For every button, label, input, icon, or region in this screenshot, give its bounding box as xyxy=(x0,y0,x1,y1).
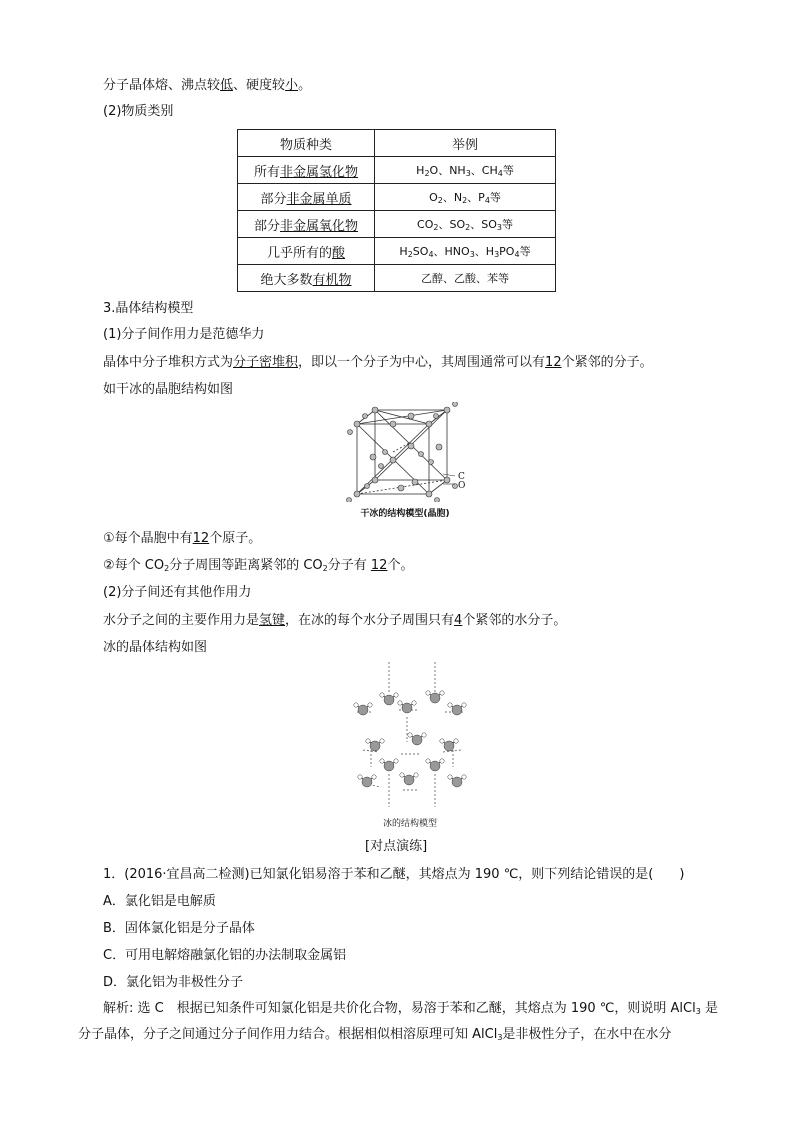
dry-ice-caption: 干冰的结构模型(晶胞) xyxy=(360,509,450,519)
example-cell: $CO_2$、$SO_2$、$SO_3$等 xyxy=(375,211,556,238)
example-cell: $O_2$、$N_2$、$P_4$等 xyxy=(375,184,556,211)
substance-type-cell: 部分非金属单质 xyxy=(238,184,375,211)
point-1-end: 个原子。 xyxy=(209,531,262,546)
water-answer-2: 4 xyxy=(454,613,463,628)
practice-title: [对点演练] xyxy=(365,839,428,854)
intro-text: 分子晶体熔、沸点较 xyxy=(103,78,221,93)
table-body xyxy=(238,157,556,292)
ice-intro: 冰的晶体结构如图 xyxy=(103,640,208,655)
example-cell: $H_2SO_4$、$HNO_3$、$H_3PO_4$等 xyxy=(375,238,556,265)
point-1 xyxy=(103,530,261,548)
water-text-end: 个紧邻的水分子。 xyxy=(462,613,567,628)
substance-type-cell: 所有非金属氢化物 xyxy=(238,157,375,184)
intro-answer-1: 低 xyxy=(220,78,234,93)
point-1-answer: 12 xyxy=(192,531,210,546)
legend-c-label: C xyxy=(458,472,465,482)
section-2-title: (2)物质类别 xyxy=(103,104,174,119)
legend-o-label: O xyxy=(458,481,466,491)
intro-text-end: 。 xyxy=(298,78,312,93)
analysis-paragraph: 解析: 选 C 根据已知条件可知氯化铝是共价化合物，易溶于苯和乙醚，其熔点为 190 ℃，则说明 AlCl$_3$ 是分子晶体，分子之间通过分子间作用力结合。根据相似相溶原理可知 AlCl$_3$是非极性分子，在水中在水分 xyxy=(78,1001,718,1042)
dry-ice-unit-cell-diagram xyxy=(345,402,480,502)
example-cell: 乙醇、乙酸、苯等 xyxy=(375,265,556,292)
table-row xyxy=(238,211,556,238)
packing-text: 晶体中分子堆积方式为 xyxy=(103,355,234,370)
packing-text-mid: ，即以一个分子为中心，其周围通常可以有 xyxy=(298,355,546,370)
water-answer-1: 氢键 xyxy=(259,613,286,628)
water-line xyxy=(103,612,566,630)
intro-line xyxy=(103,77,311,95)
table-row xyxy=(238,265,556,292)
intro-text-mid: 、硬度较 xyxy=(233,78,286,93)
question-1: 1．(2016·宜昌高二检测)已知氯化铝易溶于苯和乙醚，其熔点为 190 ℃，则下列结论错误的是( ) xyxy=(103,867,685,882)
sub-1-title: (1)分子间作用力是范德华力 xyxy=(103,327,265,342)
substance-class-table xyxy=(237,129,556,292)
table-row xyxy=(238,238,556,265)
water-text: 水分子之间的主要作用力是 xyxy=(103,613,260,628)
section-3-title: 3.晶体结构模型 xyxy=(103,301,194,316)
ice-caption: 冰的结构模型 xyxy=(382,819,437,829)
table-row xyxy=(238,184,556,211)
option-d: D．氯化铝为非极性分子 xyxy=(103,975,244,990)
example-cell: $H_2O$、$NH_3$、$CH_4$等 xyxy=(375,157,556,184)
dry-ice-intro: 如干冰的晶胞结构如图 xyxy=(103,382,234,397)
substance-type-cell: 部分非金属氧化物 xyxy=(238,211,375,238)
point-1-text: ①每个晶胞中有 xyxy=(103,531,193,546)
table-header-row xyxy=(238,130,556,157)
packing-answer-1: 分子密堆积 xyxy=(233,355,299,370)
substance-type-cell: 几乎所有的酸 xyxy=(238,238,375,265)
table-header-example: 举例 xyxy=(375,130,556,157)
intro-answer-2: 小 xyxy=(285,78,299,93)
option-c: C．可用电解熔融氯化铝的办法制取金属铝 xyxy=(103,948,347,963)
sub-2-title: (2)分子间还有其他作用力 xyxy=(103,585,252,600)
option-a: A．氯化铝是电解质 xyxy=(103,894,216,909)
point-2: ②每个 $CO_2$分子周围等距离紧邻的 $CO_2$分子有 12个。 xyxy=(103,558,414,573)
table-row xyxy=(238,157,556,184)
table-header-type: 物质种类 xyxy=(238,130,375,157)
substance-type-cell: 绝大多数有机物 xyxy=(238,265,375,292)
water-text-mid: ，在冰的每个水分子周围只有 xyxy=(285,613,455,628)
ice-structure-diagram xyxy=(345,662,475,810)
packing-line xyxy=(103,354,653,372)
packing-answer-2: 12 xyxy=(545,355,562,370)
option-b: B．固体氯化铝是分子晶体 xyxy=(103,921,255,936)
packing-text-end: 个紧邻的分子。 xyxy=(561,355,653,370)
